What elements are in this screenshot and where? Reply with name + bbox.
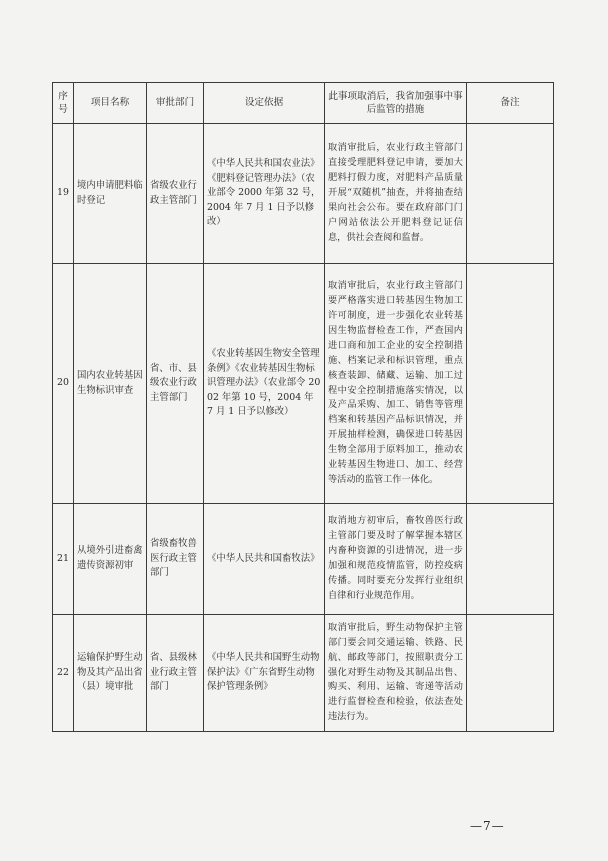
row-name: 运输保护野生动物及其产品出省（县）境审批 [74, 615, 147, 732]
row-basis: 《中华人民共和国野生动物保护法》《广东省野生动物保护管理条例》 [204, 615, 325, 732]
header-basis: 设定依据 [204, 83, 325, 124]
approval-items-table [52, 82, 554, 732]
table-row [53, 124, 554, 264]
table-row [53, 504, 554, 615]
table-header-row [53, 83, 554, 124]
table-row [53, 264, 554, 504]
row-measures: 取消审批后，农业行政主管部门直接受理肥料登记申请，要加大肥料打假力度，对肥料产品质量开展“双随机”抽查，并将抽查结果向社会公布。要在政府部门门户网站依法公开肥料登记证信息，供社会查阅和监督。 [325, 124, 467, 264]
row-basis: 《中华人民共和国畜牧法》 [204, 504, 325, 615]
row-dept: 省、县级林业行政主管部门 [147, 615, 204, 732]
header-measures: 此事项取消后，我省加强事中事后监管的措施 [325, 83, 467, 124]
page-number: —7— [470, 819, 505, 833]
row-no: 21 [53, 504, 74, 615]
row-dept: 省、市、县级农业行政主管部门 [147, 264, 204, 504]
row-remark [467, 264, 554, 504]
row-name: 从境外引进畜禽遗传资源初审 [74, 504, 147, 615]
header-name: 项目名称 [74, 83, 147, 124]
row-dept: 省级畜牧兽医行政主管部门 [147, 504, 204, 615]
row-no: 19 [53, 124, 74, 264]
row-no: 20 [53, 264, 74, 504]
row-remark [467, 124, 554, 264]
header-dept: 审批部门 [147, 83, 204, 124]
row-remark [467, 504, 554, 615]
header-remark: 备注 [467, 83, 554, 124]
row-measures: 取消审批后，农业行政主管部门要严格落实进口转基因生物加工许可制度，进一步强化农业转基因生物监督检查工作，严查国内进口商和加工企业的安全控制措施、档案记录和标识管理，重点核查装卸、储藏、运输、加工过程中安全控制措施落实情况，以及产品采购、加工、销售等管理档案和转基因产品标识情况，并开展抽样检测，确保进口转基因生物全部用于原料加工，推动农业转基因生物进口、加工、经营等活动的监管工作一体化。 [325, 264, 467, 504]
table-row [53, 615, 554, 732]
header-no: 序号 [53, 83, 74, 124]
row-basis: 《中华人民共和国农业法》《肥料登记管理办法》（农业部令 2000 年第 32 号，2004 年 7 月 1 日予以修改） [204, 124, 325, 264]
row-remark [467, 615, 554, 732]
row-measures: 取消审批后，野生动物保护主管部门要会同交通运输、铁路、民航、邮政等部门，按照职责分工强化对野生动物及其制品出售、购买、利用、运输、寄递等活动进行监督检查和检验，依法查处违法行为。 [325, 615, 467, 732]
row-measures: 取消地方初审后，畜牧兽医行政主管部门要及时了解掌握本辖区内畜种资源的引进情况，进一步加强和规范疫情监管，防控疫病传播。同时要充分发挥行业组织自律和行业规范作用。 [325, 504, 467, 615]
row-name: 国内农业转基因生物标识审查 [74, 264, 147, 504]
row-no: 22 [53, 615, 74, 732]
row-dept: 省级农业行政主管部门 [147, 124, 204, 264]
row-name: 境内申请肥料临时登记 [74, 124, 147, 264]
row-basis: 《农业转基因生物安全管理条例》《农业转基因生物标识管理办法》（农业部令 2002 年第 10 号，2004 年 7 月 1 日予以修改） [204, 264, 325, 504]
